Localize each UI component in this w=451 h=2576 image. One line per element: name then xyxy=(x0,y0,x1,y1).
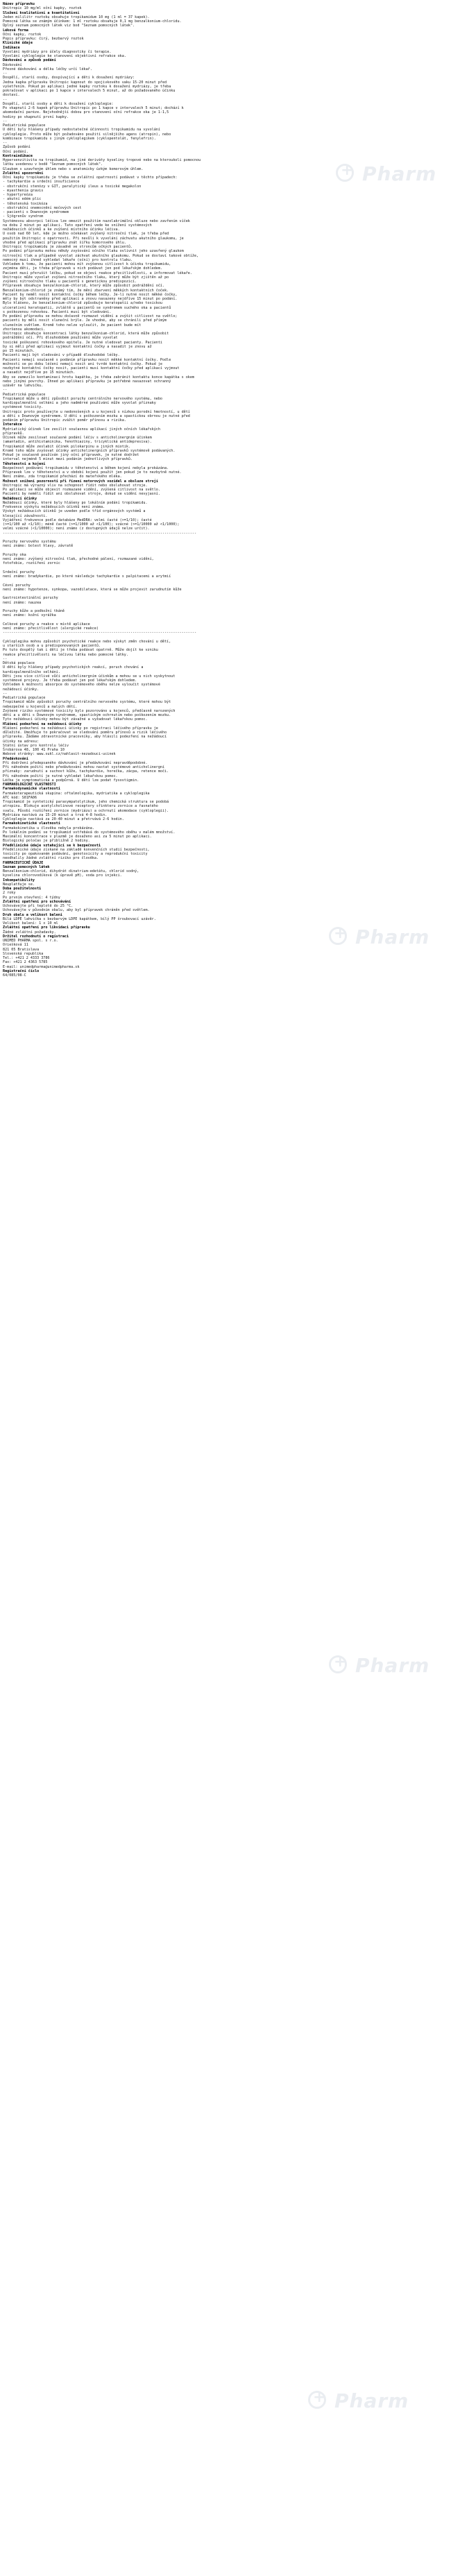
text-line: s poškozenou rohovkou. Pacienti musí být sledováni. xyxy=(3,309,112,314)
text-line: zvýšení nitroočního tlaku u pacientů s genetickou predispozicí. xyxy=(3,280,137,284)
text-line: UNIMED PHARMA spol. s r.o. xyxy=(3,939,58,943)
text-line: pokračovat v aplikaci po 1 kapce v intervalech 5 minut, až do požadovaného účinku xyxy=(3,89,176,93)
text-line: Cykloplegika mohou způsobit psychotické reakce nebo výskyt změn chování u dětí, xyxy=(3,639,171,644)
text-line: není známo: nauzea xyxy=(3,600,42,605)
text-line: Pacienti by neměli řídit ani obsluhovat stroje, dokud se vidění nevyjasní. xyxy=(3,492,160,497)
text-line: Oční kapky tropikamidu je třeba se zvláštní opatrností podávat v těchto případech: xyxy=(3,176,178,180)
text-line: není známo: kožní vyrážka xyxy=(3,613,56,618)
text-line: Bílá LDPE lahvička s bezbarvým LDPE kapátkem, bílý PP šroubovací uzávěr. xyxy=(3,916,156,921)
text-line: atropinu. Blokuje acetylcholinové receptory sfinkteru zornice a řasnatého xyxy=(3,804,158,809)
text-line: měly by být odstraněny před aplikací a znovu nasazeny nejdříve 15 minut po podání. xyxy=(3,297,178,301)
text-line: Dávkování xyxy=(3,62,22,67)
section-heading: Nežádoucí účinky xyxy=(3,496,37,501)
text-line: ulcerativní keratopatii, zvláště u pacientů se syndromem suchého oka a pacientů xyxy=(3,305,171,310)
section-heading: Držitel rozhodnutí o registraci xyxy=(3,934,69,939)
text-line: Není známo, zda tropikamid přechází do mateřského mléka. xyxy=(3,475,122,479)
text-line: Unitropic může vyvolat zvýšení nitroočního tlaku, který může být zjištěn až po xyxy=(3,275,169,280)
text-line: Šrobárova 48, 100 41 Praha 10 xyxy=(3,748,65,752)
text-line: u starších osob a u predisponovaných pacientů. xyxy=(3,644,101,648)
text-line: Unitropic obsahuje koncentraci látky benzalkonium-chlorid, která může způsobit xyxy=(3,332,169,336)
section-heading: FARMACEUTICKÉ ÚDAJE xyxy=(3,860,44,865)
text-line: toxické poškození rohovkového epitelu. Je nutné sledovat pacienty. Pacienti xyxy=(3,340,163,345)
text-line: Úplný seznam pomocných látek viz bod "Seznam pomocných látek". xyxy=(3,24,135,28)
text-line: nežádoucí účinky. xyxy=(3,687,40,692)
section-heading: Předklinické údaje vztahující se k bezpečnosti xyxy=(3,843,101,848)
text-line: Glaukom s uzavřeným úhlem nebo s anatomicky úzkým komorovým úhlem. xyxy=(3,167,144,171)
text-line: systémové projevy. Je třeba podávat jen pod lékařským dohledem. xyxy=(3,679,137,683)
text-line: Hlášení podezření na nežádoucí účinky po registraci léčivého přípravku je xyxy=(3,726,158,731)
text-line: by si měli před aplikací vyjmout kontaktní čočky a nasadit je znovu až xyxy=(3,344,152,349)
text-line: nebo jinými povrchy. Ihned po aplikaci přípravku je potřebné nasazovat ochranný xyxy=(3,379,171,384)
text-line: Přípravek obsahuje benzalkonium-chlorid, který může způsobit podráždění očí. xyxy=(3,284,165,289)
section-heading: Interakce xyxy=(3,423,22,427)
text-line: Pacienti nemají současně s podáním přípravku nosit měkké kontaktní čočky. Podle xyxy=(3,357,171,362)
text-line: Celkové poruchy a reakce v místě aplikace xyxy=(3,622,90,626)
watermark-text: Pharm xyxy=(355,1654,430,1677)
section-heading: Kontraindikace xyxy=(3,153,33,158)
text-line: -- xyxy=(3,656,8,661)
section-heading: Název přípravku xyxy=(3,2,35,6)
text-line: Gastrointestinální poruchy xyxy=(3,596,58,601)
text-line: Přípravek lze v těhotenství a v období kojení použít jen pokud je to nezbytně nutné. xyxy=(3,470,182,475)
text-line: Pokud je současně používán jiný oční přípravek, je nutné dodržet xyxy=(3,453,139,457)
text-line: Oriešková 11 xyxy=(3,943,28,948)
text-line: Dětská populace xyxy=(3,661,35,665)
text-line: nežádoucích účinků a ke zvýšení místního účinku léčiva. xyxy=(3,228,120,232)
text-line: látku uvedenou v bodě "Seznam pomocných látek". xyxy=(3,162,103,167)
section-heading: Předávkování xyxy=(3,756,28,761)
text-line: nitrooční tlak a případně vyvolat záchvat akutního glaukomu. Pokud se dostaví takové obtíže, xyxy=(3,253,199,258)
section-heading: Složení kvalitativní a kvantitativní xyxy=(3,10,80,15)
text-line: Pediatrická populace xyxy=(3,696,46,700)
text-line: nebezpečné u kojenců a malých dětí. xyxy=(3,704,78,709)
text-line: vyšetřením. Pokud po aplikaci jedné kapky roztoku k dosažení mydriázy, je třeba xyxy=(3,84,171,89)
text-line: - akutní edém plic xyxy=(3,197,42,202)
text-line: -- xyxy=(3,71,8,76)
text-line: možnosti se po dobu léčení nemají nosit ani tvrdé kontaktní čočky. Pokud je xyxy=(3,361,163,366)
text-line: zejména děti, je třeba přípravek u nich podávat jen pod lékařským dohledem. xyxy=(3,266,163,271)
text-line: klesající závažnosti. xyxy=(3,513,48,518)
section-heading: Zvláštní opatření pro uchovávání xyxy=(3,899,71,904)
text-line: vhodné před aplikací přípravku znát šířku komorového úhlu. xyxy=(3,240,126,245)
text-line: Cykloplegie nastává za 20-40 minut a přetrvává 2-6 hodin. xyxy=(3,817,124,821)
section-heading: Možnost snížení pozornosti při řízení motorových vozidel a obsluze strojí xyxy=(3,479,158,484)
text-line: Hypersenzitivita na tropikamid, na jiné deriváty kyseliny tropové nebo na kteroukoli pomocnou xyxy=(3,158,201,162)
text-line: podráždění očí. Při dlouhodobém používání může vyvolat xyxy=(3,336,118,341)
text-line: Benzalkonium-chlorid je známý tím, že mění zbarvení měkkých kontaktních čoček. xyxy=(3,288,169,293)
text-line: Státní ústav pro kontrolu léčiv xyxy=(3,743,69,748)
text-line: -- xyxy=(3,388,8,393)
text-line: Systémovou absorpci léčiva lze omezit použitím nazolakrimální okluze nebo zavřením víček xyxy=(3,219,190,223)
text-line: fotofobie, rozšíření zornic xyxy=(3,561,60,566)
text-line: Pacienti mají být sledováni v případě dlouhodobé léčby. xyxy=(3,353,120,358)
text-line: dětí a u dětí s Downovým syndromem, spastickým ochrnutím nebo poškozením mozku. xyxy=(3,713,171,717)
text-line: - obstrukční onemocnění močových cest xyxy=(3,205,82,210)
text-line: Jedna kapka přípravku Unitropic kapnout do spojivkového vaku 15-20 minut před xyxy=(3,80,167,85)
text-line: Mydriáza nastává za 15-20 minut a trvá 4-8 hodin. xyxy=(3,812,108,817)
text-line: Frekvence výskytu nežádoucích účinků není známa. xyxy=(3,505,105,509)
text-line: Pacient by neměl nosit kontaktní čočky během léčby. Je-li nutné nosit měkké čočky, xyxy=(3,292,178,297)
text-line: přípravku. Žádáme zdravotnické pracovníky, aby hlásili podezření na nežádoucí xyxy=(3,735,167,740)
text-line: Uchovávejte v původním obalu, aby byl přípravek chráněn před světlem. xyxy=(3,908,150,913)
text-line: Unitropic má výrazný vliv na schopnost řídit nebo obsluhovat stroje. xyxy=(3,483,148,488)
text-line: toxicity po opakovaném podávání, genotoxicity a reprodukční toxicity xyxy=(3,852,148,856)
text-line: Žádné zvláštní požadavky. xyxy=(3,930,56,935)
text-line: - hypertyreóza xyxy=(3,193,33,197)
text-line: kardiopulmonální selhání a jeho nadměrné používání může vyvolat příznaky xyxy=(3,401,156,405)
section-heading: Klinické údaje xyxy=(3,41,33,46)
text-line: Po lokálním podání se tropikamid vstřebává do systémového oběhu v malém množství. xyxy=(3,830,176,835)
text-line: Dospělí, starší osoby, dospívající a děti k dosažení mydriázy: xyxy=(3,76,135,80)
text-line: Nežádoucí účinky, které byly hlášeny po lokálním podání tropikamidu. xyxy=(3,500,148,505)
text-line: U osob nad 60 let, kde je možno očekávat zvýšený nitrooční tlak, je třeba před xyxy=(3,232,169,237)
text-line: kardiopulmonálního selhání. xyxy=(3,669,60,674)
text-line: po 15 minutách. xyxy=(3,349,35,353)
section-heading: Dávkování a způsob podání xyxy=(3,58,56,63)
text-line: cykloplegie. Proto může být požadováno použití silnějšího agens (atropin), nebo xyxy=(3,132,171,137)
text-line: interval nejméně 5 minut mezi podáním jednotlivých přípravků. xyxy=(3,457,133,462)
text-line: Při náhodném požití je nutné vyhledat lékařskou pomoc. xyxy=(3,774,118,778)
text-line: neodhalily žádné zvláštní riziko pro člověka. xyxy=(3,856,99,861)
text-line: Farmakoterapeutická skupina: oftalmologika, mydriatika a cykloplegika xyxy=(3,791,150,796)
text-line: Po podání přípravku mohou někdy zvyšování očního tlaku ovlivnit jeho uzavřený glaukom xyxy=(3,249,184,254)
text-line: systémové toxicity. xyxy=(3,405,44,410)
text-line: Poruchy kůže a podkožní tkáně xyxy=(3,609,65,613)
pharmacy-watermark xyxy=(326,1651,444,1686)
text-line: nezbytné kontaktní čočky nosit, pacienti musí kontaktní čočky před aplikací vyjmout xyxy=(3,366,180,370)
text-line: Bezpečnost podávání tropikamidu v těhotenství a během kojení nebyla prokázána. xyxy=(3,466,169,470)
text-line: 821 05 Bratislava xyxy=(3,947,40,952)
text-line: Mydriatický účinek lze zesílit současnou aplikací jiných očních lékařských xyxy=(3,427,160,432)
text-line: akomodační paréze. Nejvhodnější dobou pro stanovení oční refrakce oka je 1-1,5 xyxy=(3,110,169,115)
text-line: -- xyxy=(3,691,8,696)
text-line: Kromě toho může zvyšovat účinky anticholinergních přípravků systémově podávaných. xyxy=(3,448,176,453)
text-line: ------------------------------------------------------------------------------------------- xyxy=(3,531,197,536)
text-line: Tyto nežádoucí účinky mohou být závažné a vyžadovat lékařskou pomoc. xyxy=(3,717,148,722)
text-line: Maximální koncentrace v plazmě je dosaženo asi za 5 minut po aplikaci. xyxy=(3,835,152,839)
text-line: Tropikamid je syntetický parasympatolytikum, jeho chemická struktura se podobá xyxy=(3,800,169,804)
text-line: -- xyxy=(3,97,8,102)
section-heading: Těhotenství a kojení xyxy=(3,461,46,466)
text-line: Vzhledem k tomu, že pacienti mohou mít zvýšenou citlivost k účinku tropikamidu, xyxy=(3,262,171,266)
text-line: Aby se zamezilo kontaminaci hrotu kapátka, je třeba zabránit kontaktu konce kapátka s okem xyxy=(3,375,195,379)
text-line: hodiny po vkapnutí první kapky. xyxy=(3,114,69,119)
text-line: není známo: bradykardie, po které následuje tachykardie s palpitacemi a arytmií xyxy=(3,574,171,579)
watermark-text: Pharm xyxy=(362,162,437,185)
text-line: Vyvolání mydriázy pro účely diagnostiky či terapie. xyxy=(3,49,112,54)
text-line: Výskyt nežádoucích účinků je uveden podle tříd orgánových systémů a xyxy=(3,509,146,514)
text-line: Oční kapky, roztok xyxy=(3,32,42,37)
section-heading: Registrační číslo xyxy=(3,969,40,973)
text-line: Pediatrická populace xyxy=(3,392,46,397)
section-heading: Druh obalu a velikost balení xyxy=(3,912,62,917)
text-line: důležité. Umožňuje to pokračovat ve sledování poměru přínosů a rizik léčivého xyxy=(3,731,167,735)
text-line: - Sjögrenův syndrom xyxy=(3,214,44,219)
section-heading: Zvláštní upozornění xyxy=(3,171,44,176)
text-line: Děti jsou více citlivé vůči anticholinergním účinkům a mohou se u nich vyskytnout xyxy=(3,674,176,679)
text-line: Unitropic proto používejte u nedonošených a u kojenců s nízkou porodní hmotností, u dětí xyxy=(3,409,190,414)
text-line: 2 roky xyxy=(3,891,16,896)
text-line: Při dodržení předepsaného dávkování je předávkování nepravděpodobné. xyxy=(3,760,148,765)
text-line: Účinek může zesilovat současné podání léčiv s anticholinergním účinkem xyxy=(3,436,152,440)
watermark-text: Pharm xyxy=(334,2389,409,2412)
text-line: Vzhledem k možnosti absorpce do systémového oběhu nelze vyloučit systémové xyxy=(3,683,160,688)
text-line: Tropikamid může u dětí způsobit poruchy centrálního nervového systému, nebo xyxy=(3,396,163,401)
text-line: - pacienti s Downovým syndromem xyxy=(3,210,69,214)
section-heading: Indikace xyxy=(3,45,20,50)
text-line: dostaví. xyxy=(3,93,20,98)
text-line: Farmakokinetika u člověka nebyla prokázána. xyxy=(3,826,94,830)
text-line: slunečním světlem. Kromě toho nelze vyloučit, že pacient bude mít xyxy=(3,323,142,327)
text-line: Srdeční poruchy xyxy=(3,570,35,574)
text-line: Po vkapnutí 2-6 kapek přípravku Unitropic po 1 kapce v intervalech 5 minut; dochází k xyxy=(3,106,184,110)
text-line: Dospělí, starší osoby a děti k dosažení cykloplegie: xyxy=(3,101,114,106)
text-line: podáním přípravku Unitropic zvážit poměr přínosu a rizika. xyxy=(3,418,126,423)
text-line: U dětí byly hlášeny případy psychotických reakcí, poruch chování a xyxy=(3,665,144,670)
text-line: ATC kód: S01FA06 xyxy=(3,795,37,800)
text-line: Léčba je symptomatická a podpůrná. U dětí lze podat fysostigmin. xyxy=(3,778,139,783)
text-line: účinky na adresu: xyxy=(3,739,40,744)
text-line: uzávěr na lahvičku. xyxy=(3,384,44,388)
text-line: není známo: bolest hlavy, závratě xyxy=(3,544,74,549)
text-line: Popis přípravku: čirý, bezbarvý roztok xyxy=(3,37,84,41)
text-line: pacienti by měli nosit sluneční brýle. Je vhodné, aby se chránili před přímým xyxy=(3,318,167,323)
text-line: použitím Unitropic o opatrnosti. Při nevůli k vyvolání záchvatu akutního glaukomu, je xyxy=(3,236,184,241)
text-line: Oční podání. xyxy=(3,149,28,154)
text-line: Bylo hlášeno, že benzalkonium-chlorid způsobuje keratopatii a/nebo toxickou xyxy=(3,301,163,306)
text-line: Neuplatňuje se. xyxy=(3,882,35,887)
text-line: Cévní poruchy xyxy=(3,583,31,588)
text-line: Zvýšené riziko systémové toxicity bylo pozorováno u kojenců, předčasně narozených xyxy=(3,708,176,713)
text-line: Benzalkonium-chlorid, dihydrát dinatrium-edetátu, chlorid sodný, xyxy=(3,869,139,873)
text-line: příznaky: zarudnutí a suchost kůže, tachykardie, horečka, zácpa, retence moči. xyxy=(3,769,169,774)
section-heading: Farmakodynamické vlastnosti xyxy=(3,787,60,792)
section-heading: Doba použitelnosti xyxy=(3,887,42,891)
text-line: není známo: hypotenze, synkopa, vazodilatace, která se může projevit zarudnutím kůže xyxy=(3,587,182,592)
text-line: Uchovávejte při teplotě do 25 °C. xyxy=(3,904,74,908)
text-line: není známo: zvýšený nitrooční tlak, přechodné pálení, rozmazané vidění, xyxy=(3,557,154,561)
text-line: reakce přecitlivělosti na léčivou látku nebo pomocné látky. xyxy=(3,652,128,657)
text-line: Poruchy nervového systému xyxy=(3,540,56,544)
text-line: Poruchy oka xyxy=(3,552,26,557)
pharmacy-cross-icon xyxy=(308,2391,326,2409)
text-line: U dětí byly hlášeny případy nedostatečné účinnosti tropikamidu na vyvolání xyxy=(3,128,160,133)
text-line: Způsob podání xyxy=(3,145,31,150)
text-line: Slovenská republika xyxy=(3,951,44,956)
text-line: Tropikamid může zeslabit účinek pilokarpinu a jiných miotik. xyxy=(3,444,131,449)
text-line: (amantadin, antihistaminika, fenothiaziny, tricyklická antidepresiva). xyxy=(3,440,152,445)
text-line: Předklinické údaje získané na základě konvenčních studií bezpečnosti, xyxy=(3,847,150,852)
text-line: Po prvním otevření: 4 týdny xyxy=(3,895,60,900)
text-line: svalu. Působí rozšíření zornice (mydriázu) a ochrnutí akomodace (cykloplegii). xyxy=(3,808,169,813)
text-line: velmi vzácné (<1/10000); není známo (z dostupných údajů nelze určit). xyxy=(3,527,150,531)
text-line: Tel.: +421 2 4333 3786 xyxy=(3,956,50,960)
text-line: zhoršenou akomodaci. xyxy=(3,327,46,332)
text-line: Tropikamid může způsobit poruchy centrálního nervového systému, které mohou být xyxy=(3,700,171,705)
text-line: ------------------------------------------------------------------------------------------- xyxy=(3,631,197,636)
text-line: není známo: přecitlivělost (alergické reakce) xyxy=(3,626,99,631)
section-heading: Hlášení podezření na nežádoucí účinky xyxy=(3,722,82,726)
pharmacy-cross-icon xyxy=(329,1655,347,1673)
section-heading: Farmakokinetické vlastnosti xyxy=(3,821,60,826)
text-line: -- xyxy=(3,141,8,145)
text-line: Po aplikaci se může objevit rozmazané vidění, zvýšená citlivost na světlo. xyxy=(3,488,160,492)
section-heading: Inkompatibility xyxy=(3,878,35,882)
section-heading: Seznam pomocných látek xyxy=(3,864,50,869)
text-line: Jeden mililitr roztoku obsahuje tropikamidum 10 mg (1 ml = 37 kapek). xyxy=(3,15,150,19)
text-line: Vyjádření frekvence podle databáze MedDRA: velmi časté (>=1/10); časté xyxy=(3,518,152,522)
text-line: a dětí s Downovým syndromem. U dětí s poškozením mozku a spastickou obrnou je nutné před xyxy=(3,413,190,418)
text-line: Při náhodném požití nebo předávkování mohou nastat systémové anticholinergní xyxy=(3,765,165,769)
watermark-text: Pharm xyxy=(355,926,430,948)
text-line: Pomocná látka se známým účinkem: 1 ml roztoku obsahuje 0,1 mg benzalkonium-chloridu. xyxy=(3,19,182,24)
text-line: E-mail: unimedpharma@unimedpharma.sk xyxy=(3,964,80,969)
text-line: Po podání přípravku se mohou dočasně rozmazat vidění a zvýšit citlivost na světlo; xyxy=(3,314,178,318)
text-line: Velikost balení: 1 x 10 ml xyxy=(3,921,58,926)
text-line: na dobu 2 minut po aplikaci. Tato opatření vede ke snížení systémových xyxy=(3,223,152,228)
text-line: Přesné dávkování a délku léčby určí lékař. xyxy=(3,67,92,71)
text-line: a nasadit nejdříve po 15 minutách. xyxy=(3,370,76,375)
text-line: Unitropic tropikamidu je zásadně ve stroncům očkých pacientů. xyxy=(3,245,133,249)
text-line: 64/085/08-C xyxy=(3,973,26,978)
text-line: přípravků. xyxy=(3,431,24,436)
text-line: Fax: +421 2 4363 5785 xyxy=(3,960,48,965)
text-line: kyselina chlorovodíková (k úpravě pH), voda pro injekci. xyxy=(3,873,122,878)
text-line: - těhotenská toxikóza xyxy=(3,201,48,206)
section-heading: FARMAKOLOGICKÉ VLASTNOSTI xyxy=(3,783,56,787)
text-line: Webové stránky: www.sukl.cz/nahlasit-nezadouci-ucinek xyxy=(3,752,116,757)
text-line: Pacient musí přerušit léčbu, pokud se objeví reakce přecitlivělosti, a informovat lékaře. xyxy=(3,271,192,275)
text-line: nemocný musí ihned vyhledat lékaře (oční) pro kontrolu tlaku. xyxy=(3,257,133,262)
section-heading: Léková forma xyxy=(3,28,28,33)
text-line: kombinace tropikamidu s jiným cykloplegikem (cyklopentolát, fenylefrin). xyxy=(3,136,156,141)
text-line: - tachykardie a srdeční insuficience xyxy=(3,180,80,185)
text-line: (>=1/100 až <1/10); méně časté (>=1/1000 až <1/100); vzácné (>=1/10000 až <1/1000); xyxy=(3,522,180,527)
text-line: - myasthenia gravis xyxy=(3,188,44,193)
text-line: Pediatrická populace xyxy=(3,123,46,128)
text-line: Unitropic 10 mg/ml oční kapky, roztok xyxy=(3,6,82,11)
section-heading: Zvláštní opatření pro likvidaci přípravku xyxy=(3,926,90,930)
text-line: - obstrukční stenózy v GIT, paralytický ileus a toxické megakolon xyxy=(3,184,142,189)
text-line: -- xyxy=(3,119,8,123)
text-line: Biologický poločas je přibližně 2 hodiny. xyxy=(3,839,90,844)
spc-document xyxy=(3,2,412,978)
pharmacy-watermark xyxy=(305,2387,423,2421)
text-line: Vyvolání cykloplegie ke stanovení objektivní refrakce oka. xyxy=(3,54,126,58)
text-line: Po tuto dospělý tak i děti je třeba podávat opatrně. Může dojít ke vzniku xyxy=(3,648,158,653)
